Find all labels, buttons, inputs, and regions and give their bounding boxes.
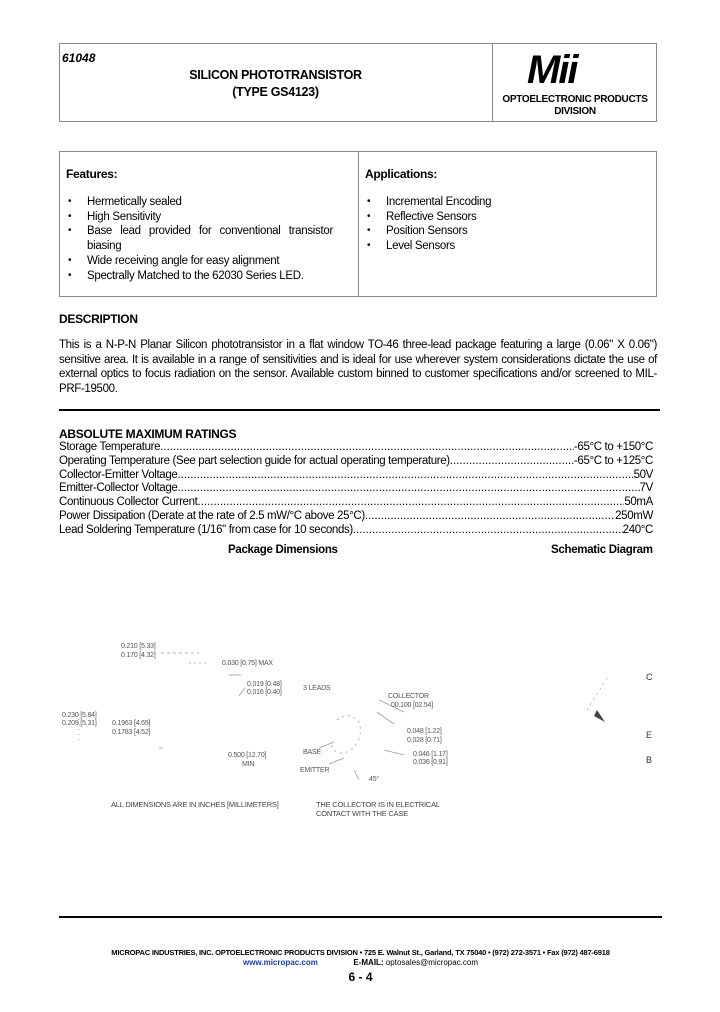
dimension-note: ALL DIMENSIONS ARE IN INCHES [MILLIMETERS] xyxy=(111,800,279,809)
contact-line xyxy=(59,958,662,967)
lead-label: COLLECTOR xyxy=(388,693,429,700)
email-link[interactable]: optosales@micropac.com xyxy=(385,958,478,967)
rating-label: Operating Temperature (See part selection guide for actual operating temperature) xyxy=(59,454,450,467)
rating-row xyxy=(59,524,653,538)
feature-item: • Wide receiving angle for easy alignment xyxy=(66,254,333,269)
application-item: • Position Sensors xyxy=(365,224,645,239)
lead-label: EMITTER xyxy=(300,767,330,774)
application-item: • Reflective Sensors xyxy=(365,210,645,225)
applications-heading: Applications: xyxy=(365,167,438,181)
rating-label: Lead Soldering Temperature (1/16" from case for 10 seconds) xyxy=(59,523,353,536)
features-heading: Features: xyxy=(66,167,118,181)
dim-label: 0.170 [4.32] xyxy=(121,652,156,659)
section-rule xyxy=(59,409,660,411)
rating-row xyxy=(59,441,653,455)
document-title: SILICON PHOTOTRANSISTOR xyxy=(189,68,362,82)
angle-label: 45° xyxy=(369,776,379,783)
feature-item: • Spectrally Matched to the 62030 Series LED. xyxy=(66,269,333,284)
description-heading: DESCRIPTION xyxy=(59,312,138,326)
dim-label: 3 LEADS xyxy=(303,685,331,692)
rating-value: 7V xyxy=(639,482,653,495)
rating-value: 50mA xyxy=(624,496,653,509)
rating-value: 50V xyxy=(633,468,653,481)
rating-row xyxy=(59,482,653,496)
dim-label: 0.230 [5.84] xyxy=(62,712,97,719)
dim-label: MIN xyxy=(242,761,255,768)
ratings-table xyxy=(59,441,653,538)
part-number: 61048 xyxy=(62,51,96,65)
description-text: This is a N-P-N Planar Silicon phototransistor in a flat window TO-46 three-lead package featuring a large (0.06" X 0.06") sensitive area. It is available in a range of sensitivities and is ideal for use wherever system considerations dictate the use of external optics to focus radiation on the sensor. Available custom binned to customer specifications and/or screened to MIL-PRF-19500. xyxy=(59,339,657,395)
package-dimensions-heading: Package Dimensions xyxy=(228,544,338,556)
dim-label: 0.028 [0.71] xyxy=(407,737,442,744)
footer-rule xyxy=(59,916,662,918)
document-subtitle: (TYPE GS4123) xyxy=(232,85,319,99)
dim-label: 0.209 [5.31] xyxy=(62,720,97,727)
dim-label: 0.046 [1.17] xyxy=(413,751,448,758)
dim-label: 0.500 [12.70] xyxy=(228,752,267,759)
schematic-pin-e: E xyxy=(646,730,653,740)
dim-label: 0.036 [0.91] xyxy=(413,759,448,766)
features-list xyxy=(66,195,333,283)
email-label: E-MAIL: xyxy=(353,958,384,967)
feature-item: • High Sensitivity xyxy=(66,210,333,225)
rating-row xyxy=(59,469,653,483)
rating-label: Collector-Emitter Voltage xyxy=(59,468,178,481)
rating-value: -65°C to +150°C xyxy=(573,441,653,453)
collector-note: CONTACT WITH THE CASE xyxy=(316,809,409,818)
rating-row xyxy=(59,455,653,469)
feature-item: • Hermetically sealed xyxy=(66,195,333,210)
page-number: 6 - 4 xyxy=(348,970,373,984)
rating-value: 240°C xyxy=(622,523,653,536)
dim-label: 0.030 [0.75] MAX xyxy=(222,660,273,667)
rating-label: Continuous Collector Current xyxy=(59,496,198,509)
application-item: • Incremental Encoding xyxy=(365,195,645,210)
applications-list xyxy=(365,195,645,254)
rating-row xyxy=(59,510,653,524)
division-name-line1: OPTOELECTRONIC PRODUCTS xyxy=(502,94,648,105)
dim-label: 0.1783 [4.52] xyxy=(112,729,151,736)
dim-label: 00.100 [02.54] xyxy=(391,702,433,709)
rating-value: -65°C to +125°C xyxy=(573,454,653,467)
schematic-diagram-heading: Schematic Diagram xyxy=(551,544,653,556)
website-link[interactable]: www.micropac.com xyxy=(242,958,318,967)
collector-note: THE COLLECTOR IS IN ELECTRICAL xyxy=(316,800,440,809)
schematic-pin-b: B xyxy=(646,755,653,765)
rating-label: Power Dissipation (Derate at the rate of 2.5 mW/°C above 25°C) xyxy=(59,509,365,522)
dim-label: 0.016 [0.40] xyxy=(247,689,282,696)
application-item: • Level Sensors xyxy=(365,239,645,254)
rating-value: 250mW xyxy=(615,509,653,522)
schematic-pin-c: C xyxy=(646,672,653,682)
rating-row xyxy=(59,496,653,510)
dim-label: 0.1963 [4.65] xyxy=(112,720,151,727)
dim-label: 0.019 [0.48] xyxy=(247,681,282,688)
feature-item: • Base lead provided for conventional transistor biasing xyxy=(66,224,333,253)
dim-label: 0.048 [1.22] xyxy=(407,728,442,735)
lead-label: BASE xyxy=(303,749,321,756)
dim-label: 0.210 [5.33] xyxy=(121,643,156,650)
company-address: MICROPAC INDUSTRIES, INC. OPTOELECTRONIC PRODUCTS DIVISION • 725 E. Walnut St., Garland, TX 75040 • (972) 272-3571 • Fax (972) 487-6918 xyxy=(111,948,610,957)
ratings-heading: ABSOLUTE MAXIMUM RATINGS xyxy=(59,427,237,441)
rating-label: Storage Temperature xyxy=(59,441,161,453)
division-name-line2: DIVISION xyxy=(554,106,596,117)
company-logo: Mii xyxy=(527,48,577,92)
rating-label: Emitter-Collector Voltage xyxy=(59,482,178,495)
features-applications-divider xyxy=(358,151,359,297)
